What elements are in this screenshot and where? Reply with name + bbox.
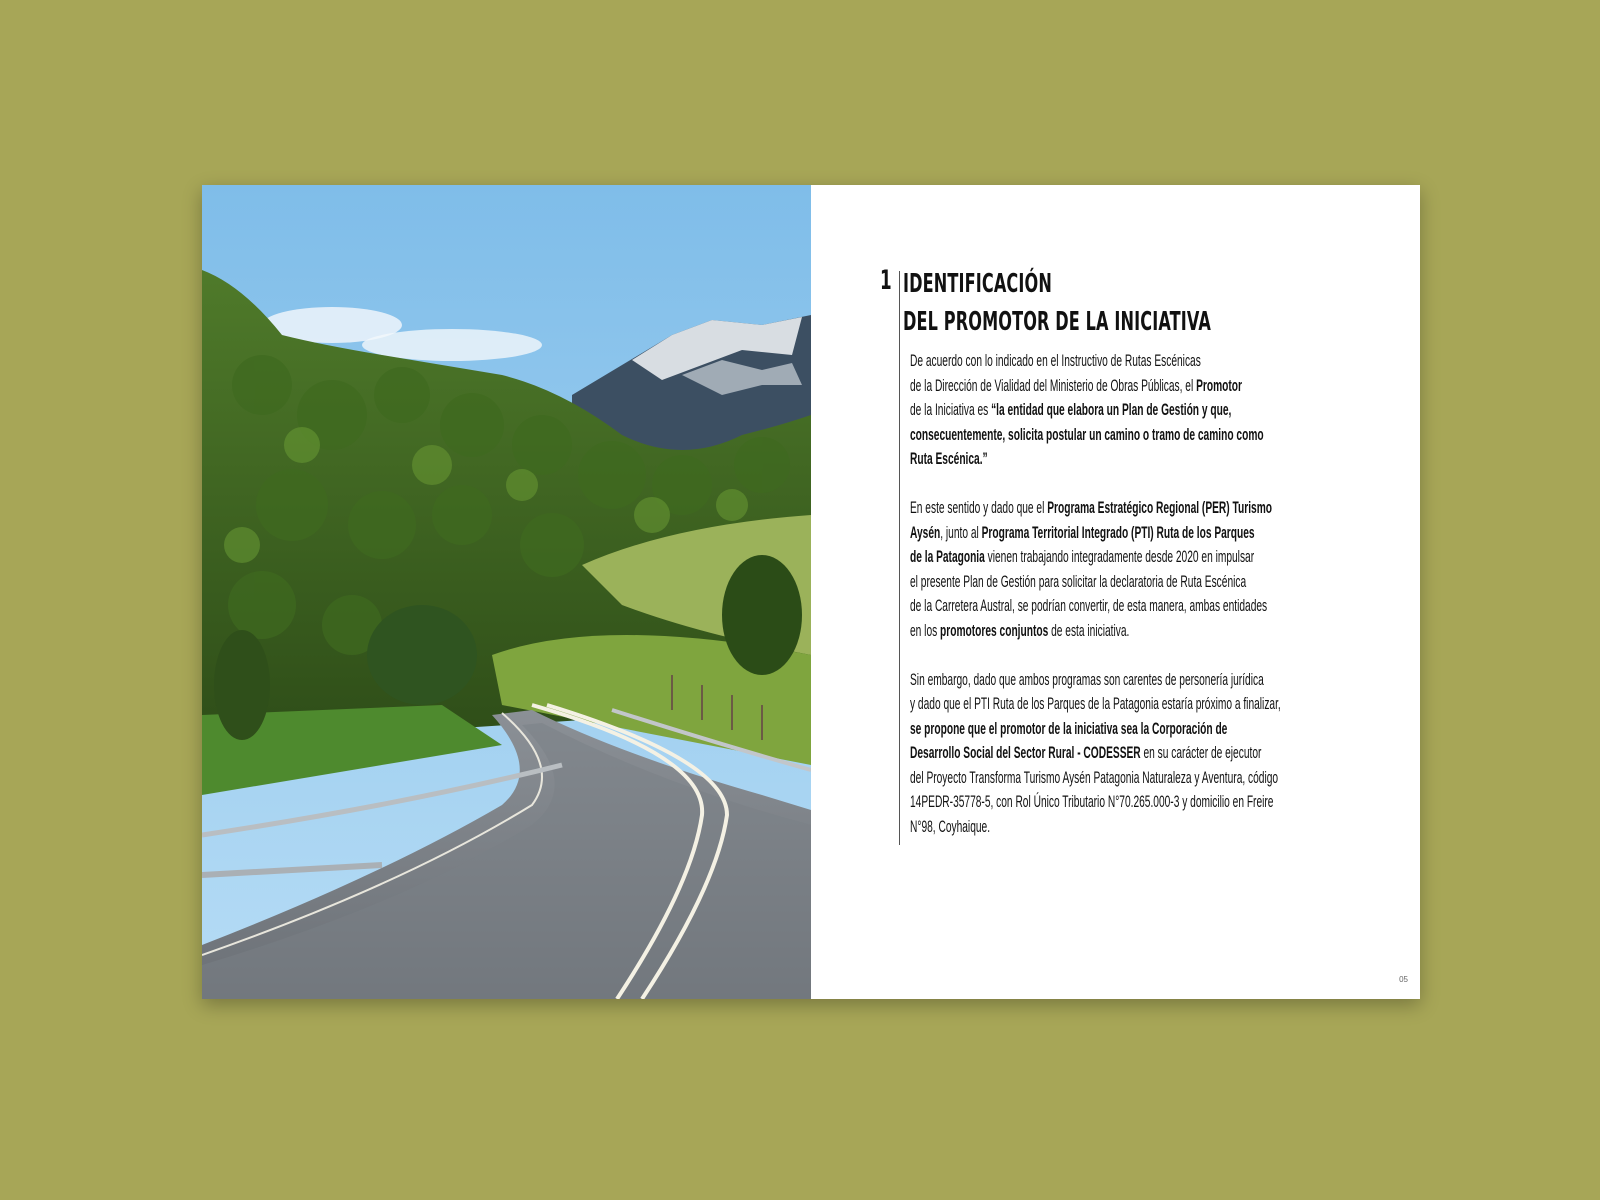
text-line (910, 398, 1345, 423)
text-line (910, 423, 1345, 448)
bold-text: se propone que el promotor de la iniciativa sea la Corporación de (910, 719, 1228, 738)
paragraph (910, 496, 1345, 643)
text-run: en su carácter de ejecutor (1140, 744, 1262, 762)
bold-text: de la Patagonia (910, 548, 985, 566)
text-line (910, 594, 1345, 619)
bold-text: Desarrollo Social del Sector Rural - CODESSER (910, 744, 1141, 762)
text-line (910, 741, 1345, 766)
text-run: de la Iniciativa es (910, 401, 992, 419)
bold-text: Programa Estratégico Regional (PER) Turismo (1047, 499, 1272, 517)
text-run: del Proyecto Transforma Turismo Aysén Patagonia Naturaleza y Aventura, código (910, 768, 1279, 787)
text-run: N°98, Coyhaique. (910, 817, 991, 836)
text-line (910, 668, 1345, 693)
heading-line-1: IDENTIFICACIÓN (903, 269, 1052, 299)
text-run: el presente Plan de Gestión para solicitar la declaratoria de Ruta Escénica (910, 572, 1247, 591)
bold-text: consecuentemente, solicita postular un camino o tramo de camino como (910, 425, 1264, 444)
text-run: Sin embargo, dado que ambos programas son carentes de personería jurídica (910, 670, 1264, 689)
text-run: en los (910, 621, 941, 640)
text-line (910, 815, 1345, 840)
text-line (910, 349, 1345, 374)
paragraph (910, 349, 1345, 472)
text-line (910, 766, 1345, 791)
page-number: 05 (1399, 975, 1408, 984)
text-run: 14PEDR-35778-5, con Rol Único Tributario N°70.265.000-3 y domicilio en Freire (910, 793, 1274, 811)
brochure-spread (202, 185, 1420, 999)
text-line (910, 570, 1345, 595)
text-run: de esta iniciativa. (1048, 621, 1130, 640)
bold-text: Aysén (910, 523, 941, 542)
text-run: vienen trabajando integradamente desde 2020 en impulsar (984, 548, 1255, 566)
heading-line-2: DEL PROMOTOR DE LA INICIATIVA (903, 307, 1212, 337)
text-line (910, 496, 1345, 521)
text-line (910, 545, 1345, 570)
body-text (910, 349, 1345, 864)
text-run: De acuerdo con lo indicado en el Instructivo de Rutas Escénicas (910, 352, 1201, 370)
section-number: 1 (880, 265, 892, 296)
section-heading (903, 265, 1349, 341)
text-line (910, 692, 1345, 717)
bold-text: promotores conjuntos (940, 621, 1049, 640)
text-line (910, 521, 1345, 546)
text-line (910, 447, 1345, 472)
road-landscape-photo (202, 185, 811, 999)
text-run: , junto al (940, 523, 982, 542)
bold-text: Programa Territorial Integrado (PTI) Ruta de los Parques (981, 523, 1255, 542)
text-run: En este sentido y dado que el (910, 499, 1048, 517)
text-run: y dado que el PTI Ruta de los Parques de la Patagonia estaría próximo a finalizar, (910, 695, 1281, 713)
bold-text: Promotor (1196, 376, 1242, 395)
text-run: de la Carretera Austral, se podrían convertir, de esta manera, ambas entidades (910, 597, 1268, 615)
bold-text: “la entidad que elabora un Plan de Gestión y que, (991, 401, 1232, 419)
text-line (910, 790, 1345, 815)
text-line (910, 717, 1345, 742)
text-line (910, 619, 1345, 644)
bold-text: Ruta Escénica.” (910, 450, 988, 468)
text-page (811, 185, 1420, 999)
text-run: de la Dirección de Vialidad del Ministerio de Obras Públicas, el (910, 376, 1197, 395)
paragraph (910, 668, 1345, 840)
text-line (910, 374, 1345, 399)
vertical-rule (899, 271, 900, 845)
